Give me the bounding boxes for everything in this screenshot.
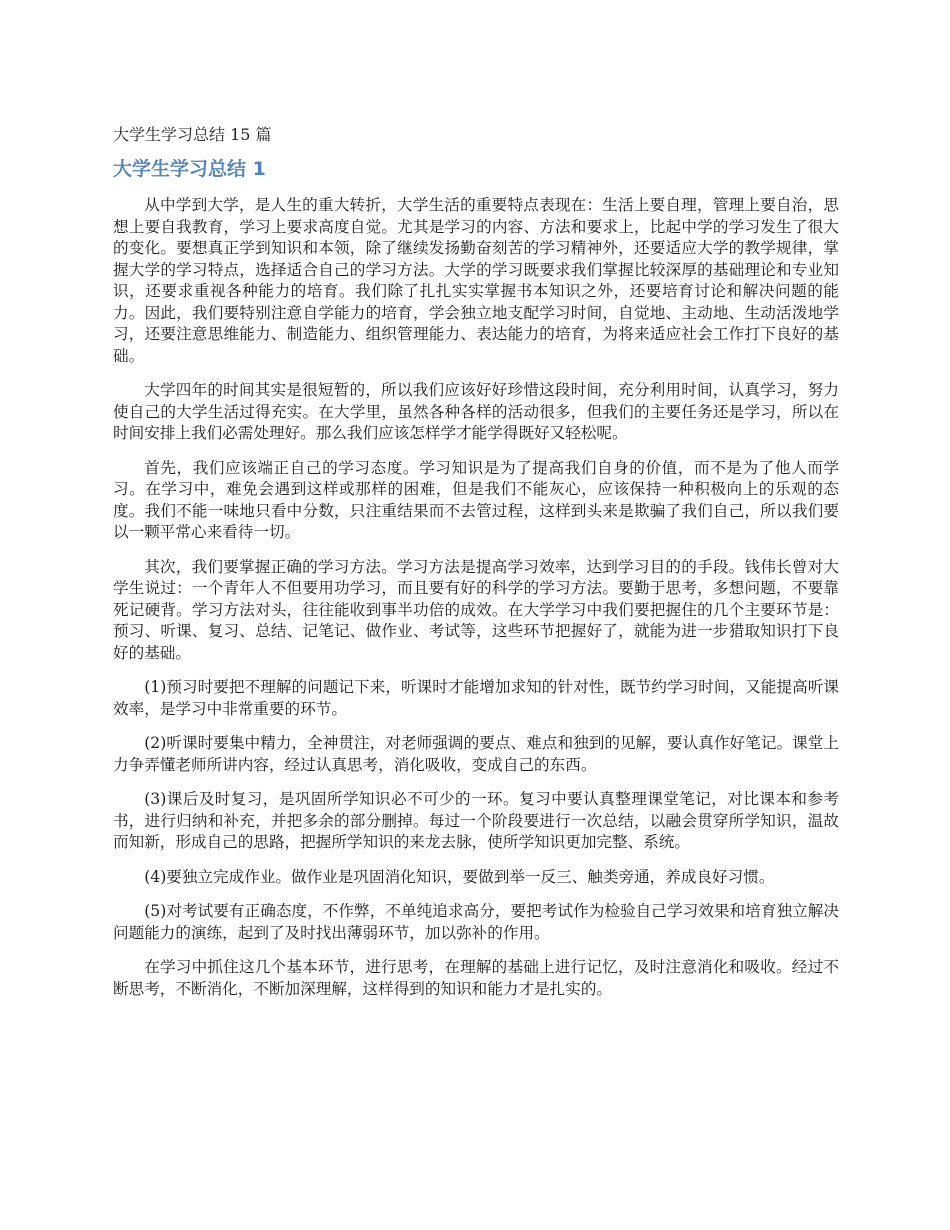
- section-heading: 大学生学习总结 1: [113, 158, 266, 180]
- paragraph-2: 大学四年的时间其实是很短暂的，所以我们应该好好珍惜这段时间，充分利用时间，认真学习，努力使自己的大学生活过得充实。在大学里，虽然各种各样的活动很多，但我们的主要任务还是学习，所以在时间安排上我们必需处理好。那么我们应该怎样学才能学得既好又轻松呢。: [113, 381, 839, 442]
- paragraph-10: 在学习中抓住这几个基本环节，进行思考，在理解的基础上进行记忆，及时注意消化和吸收。经过不断思考，不断消化，不断加深理解，这样得到的知识和能力才是扎实的。: [113, 958, 839, 998]
- paragraph-8: (4)要独立完成作业。做作业是巩固消化知识，要做到举一反三、触类旁通，养成良好习惯。: [144, 867, 775, 886]
- document-body: [113, 123, 839, 1013]
- paragraph-9: (5)对考试要有正确态度，不作弊，不单纯追求高分，要把考试作为检验自己学习效果和培育独立解决问题能力的演练，起到了及时找出薄弱环节，加以弥补的作用。: [113, 902, 839, 942]
- paragraph-6: (2)听课时要集中精力，全神贯注，对老师强调的要点、难点和独到的见解，要认真作好笔记。课堂上力争弄懂老师所讲内容，经过认真思考，消化吸收，变成自己的东西。: [113, 734, 839, 774]
- paragraph-4: 其次，我们要掌握正确的学习方法。学习方法是提高学习效率，达到学习目的的手段。钱伟长曾对大学生说过：一个青年人不但要用功学习，而且要有好的科学的学习方法。要勤于思考，多想问题，不要靠死记硬背。学习方法对头，往往能收到事半功倍的成效。在大学学习中我们要把握住的几个主要环节是：预习、听课、复习、总结、记笔记、做作业、考试等，这些环节把握好了，就能为进一步猎取知识打下良好的基础。: [113, 557, 839, 662]
- document-title: 大学生学习总结 15 篇: [113, 125, 272, 144]
- paragraph-3: 首先，我们应该端正自己的学习态度。学习知识是为了提高我们自身的价值，而不是为了他人而学习。在学习中，难免会遇到这样或那样的困难，但是我们不能灰心，应该保持一种积极向上的乐观的态度。我们不能一味地只看中分数，只注重结果而不去管过程，这样到头来是欺骗了我们自己，所以我们要以一颗平常心来看待一切。: [113, 458, 839, 541]
- paragraph-5: (1)预习时要把不理解的问题记下来，听课时才能增加求知的针对性，既节约学习时间，又能提高听课效率，是学习中非常重要的环节。: [113, 678, 839, 718]
- paragraph-1: 从中学到大学，是人生的重大转折，大学生活的重要特点表现在：生活上要自理，管理上要自治，思想上要自我教育，学习上要求高度自觉。尤其是学习的内容、方法和要求上，比起中学的学习发生了很大的变化。要想真正学到知识和本领，除了继续发扬勤奋刻苦的学习精神外，还要适应大学的教学规律，掌握大学的学习特点，选择适合自己的学习方法。大学的学习既要求我们掌握比较深厚的基础理论和专业知识，还要求重视各种能力的培育。我们除了扎扎实实掌握书本知识之外，还要培育讨论和解决问题的能力。因此，我们要特别注意自学能力的培育，学会独立地支配学习时间，自觉地、主动地、生动活泼地学习，还要注意思维能力、制造能力、组织管理能力、表达能力的培育，为将来适应社会工作打下良好的基础。: [113, 196, 839, 365]
- paragraph-7: (3)课后及时复习，是巩固所学知识必不可少的一环。复习中要认真整理课堂笔记，对比课本和参考书，进行归纳和补充，并把多余的部分删掉。每过一个阶段要进行一次总结，以融会贯穿所学知识，温故而知新，形成自己的思路，把握所学知识的来龙去脉，使所学知识更加完整、系统。: [113, 790, 839, 851]
